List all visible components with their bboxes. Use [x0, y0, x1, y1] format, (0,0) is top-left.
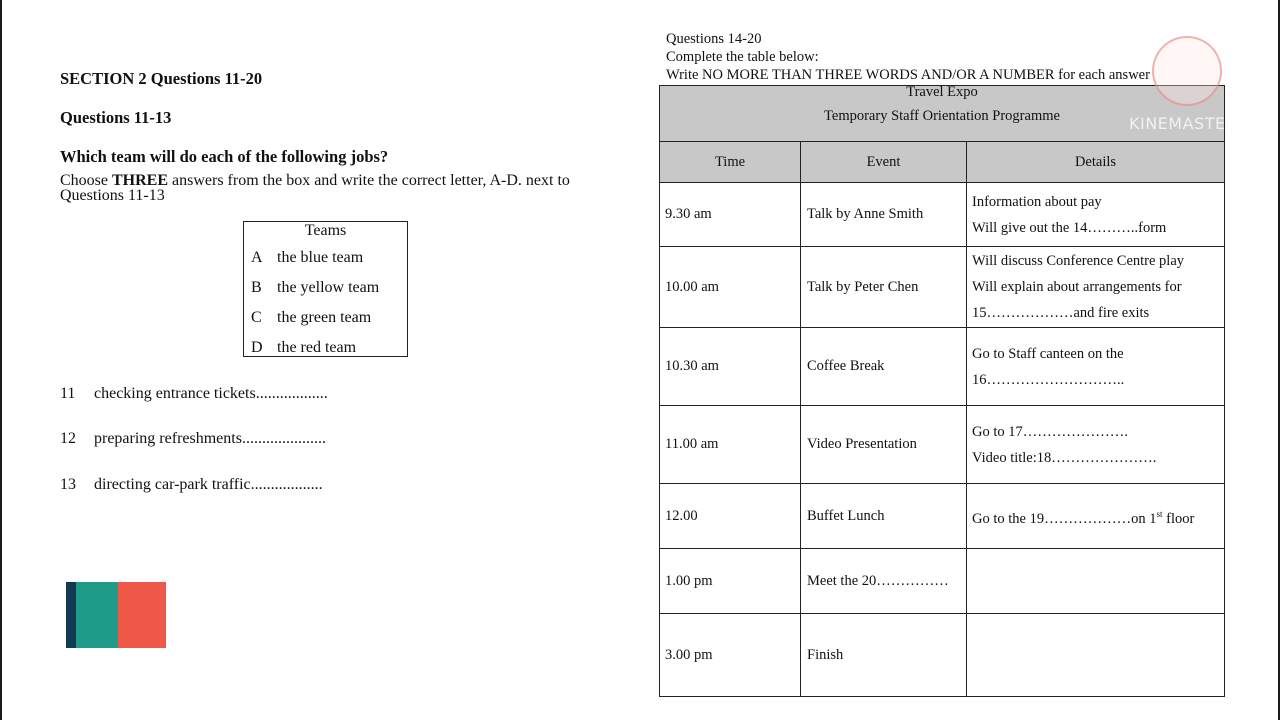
- row-time: 11.00 am: [660, 406, 801, 484]
- logo-teal-block: [76, 582, 118, 648]
- question-13: [60, 476, 323, 494]
- team-letter: C: [251, 309, 262, 326]
- channel-logo: [66, 582, 166, 648]
- section-heading: SECTION 2 Questions 11-20: [60, 69, 263, 88]
- row-details: [967, 614, 1225, 697]
- table-title: Travel Expo: [906, 84, 978, 100]
- instruction-post: answers from the box and write the correct letter, A-D. next to: [168, 172, 570, 189]
- questions-range-right: Questions 14-20: [666, 31, 762, 47]
- row-time: 9.30 am: [660, 183, 801, 247]
- kinemaster-watermark-icon: [1152, 36, 1222, 106]
- row-event: Coffee Break: [801, 328, 967, 406]
- row-details: [967, 549, 1225, 614]
- instruction-bold: THREE: [112, 172, 169, 189]
- team-option: [251, 339, 356, 357]
- question-11: [60, 385, 328, 403]
- row-details: [967, 484, 1225, 549]
- header-details: Details: [967, 142, 1225, 183]
- questions-range-left: Questions 11-13: [60, 108, 172, 127]
- question-number: 11: [60, 385, 76, 402]
- question-number: 12: [60, 430, 76, 447]
- team-name: the yellow team: [277, 279, 380, 296]
- table-row: [660, 183, 1225, 247]
- table-row: [660, 328, 1225, 406]
- logo-navy-bar: [66, 582, 76, 648]
- kinemaster-watermark-text: KINEMASTER: [1129, 114, 1238, 133]
- table-row: [660, 406, 1225, 484]
- question-12: [60, 430, 326, 448]
- team-option: [251, 249, 363, 267]
- row-time: 12.00: [660, 484, 801, 549]
- teams-title: Teams: [304, 222, 347, 239]
- row-time: 3.00 pm: [660, 614, 801, 697]
- detail-line: 15………………and fire exits: [972, 305, 1150, 321]
- team-option: [251, 279, 379, 297]
- detail-tail: floor: [1162, 510, 1195, 527]
- team-letter: D: [251, 339, 263, 356]
- table-row: [660, 549, 1225, 614]
- table-row: [660, 247, 1225, 328]
- question-text: checking entrance tickets..................: [94, 385, 328, 402]
- row-event: Buffet Lunch: [801, 484, 967, 549]
- row-time: 10.00 am: [660, 247, 801, 328]
- instruction-text: [60, 173, 570, 203]
- row-details: [967, 247, 1225, 328]
- instruction-line2: Questions 11-13: [60, 187, 165, 204]
- detail-line: Go to 17………………….: [972, 423, 1128, 440]
- row-details: [967, 183, 1225, 247]
- team-name: the blue team: [277, 249, 364, 266]
- question-text: directing car-park traffic..................: [94, 476, 323, 493]
- team-letter: B: [251, 279, 262, 296]
- row-time: 10.30 am: [660, 328, 801, 406]
- header-time: Time: [660, 142, 801, 183]
- team-option: [251, 309, 371, 327]
- row-event: Talk by Peter Chen: [801, 247, 967, 328]
- row-event: Meet the 20……………: [801, 549, 967, 614]
- team-name: the green team: [277, 309, 372, 326]
- table-instruction-2: Write NO MORE THAN THREE WORDS AND/OR A NUMBER for each answer: [666, 67, 1150, 83]
- detail-line: Will explain about arrangements for: [972, 279, 1182, 295]
- table-row: [660, 484, 1225, 549]
- row-details: [967, 406, 1225, 484]
- question-text: preparing refreshments.....................: [94, 430, 326, 447]
- row-event: Talk by Anne Smith: [801, 183, 967, 247]
- table-row: [660, 614, 1225, 697]
- detail-line: Will discuss Conference Centre play: [972, 253, 1185, 269]
- team-letter: A: [251, 249, 263, 266]
- detail-line: Go to the 19………………on 1: [972, 510, 1157, 527]
- detail-line: Go to Staff canteen on the: [972, 345, 1124, 362]
- detail-line: Will give out the 14………..form: [972, 219, 1167, 236]
- table-subtitle: Temporary Staff Orientation Programme: [824, 108, 1060, 124]
- detail-superscript: st: [1156, 508, 1163, 519]
- row-event: Video Presentation: [801, 406, 967, 484]
- row-details: [967, 328, 1225, 406]
- detail-line: Information about pay: [972, 193, 1102, 210]
- row-event: Finish: [801, 614, 967, 697]
- team-name: the red team: [277, 339, 357, 356]
- header-event: Event: [801, 142, 967, 183]
- left-frame-edge: [0, 0, 2, 720]
- teams-box: [243, 221, 408, 357]
- detail-line: Video title:18………………….: [972, 449, 1157, 466]
- instruction-pre: Choose: [60, 172, 112, 189]
- question-prompt: Which team will do each of the following jobs?: [60, 147, 389, 166]
- question-number: 13: [60, 476, 76, 493]
- table-instruction-1: Complete the table below:: [666, 49, 819, 65]
- detail-line: 16………………………..: [972, 371, 1125, 388]
- logo-red-block: [118, 582, 166, 648]
- row-time: 1.00 pm: [660, 549, 801, 614]
- orientation-table: [659, 85, 1225, 697]
